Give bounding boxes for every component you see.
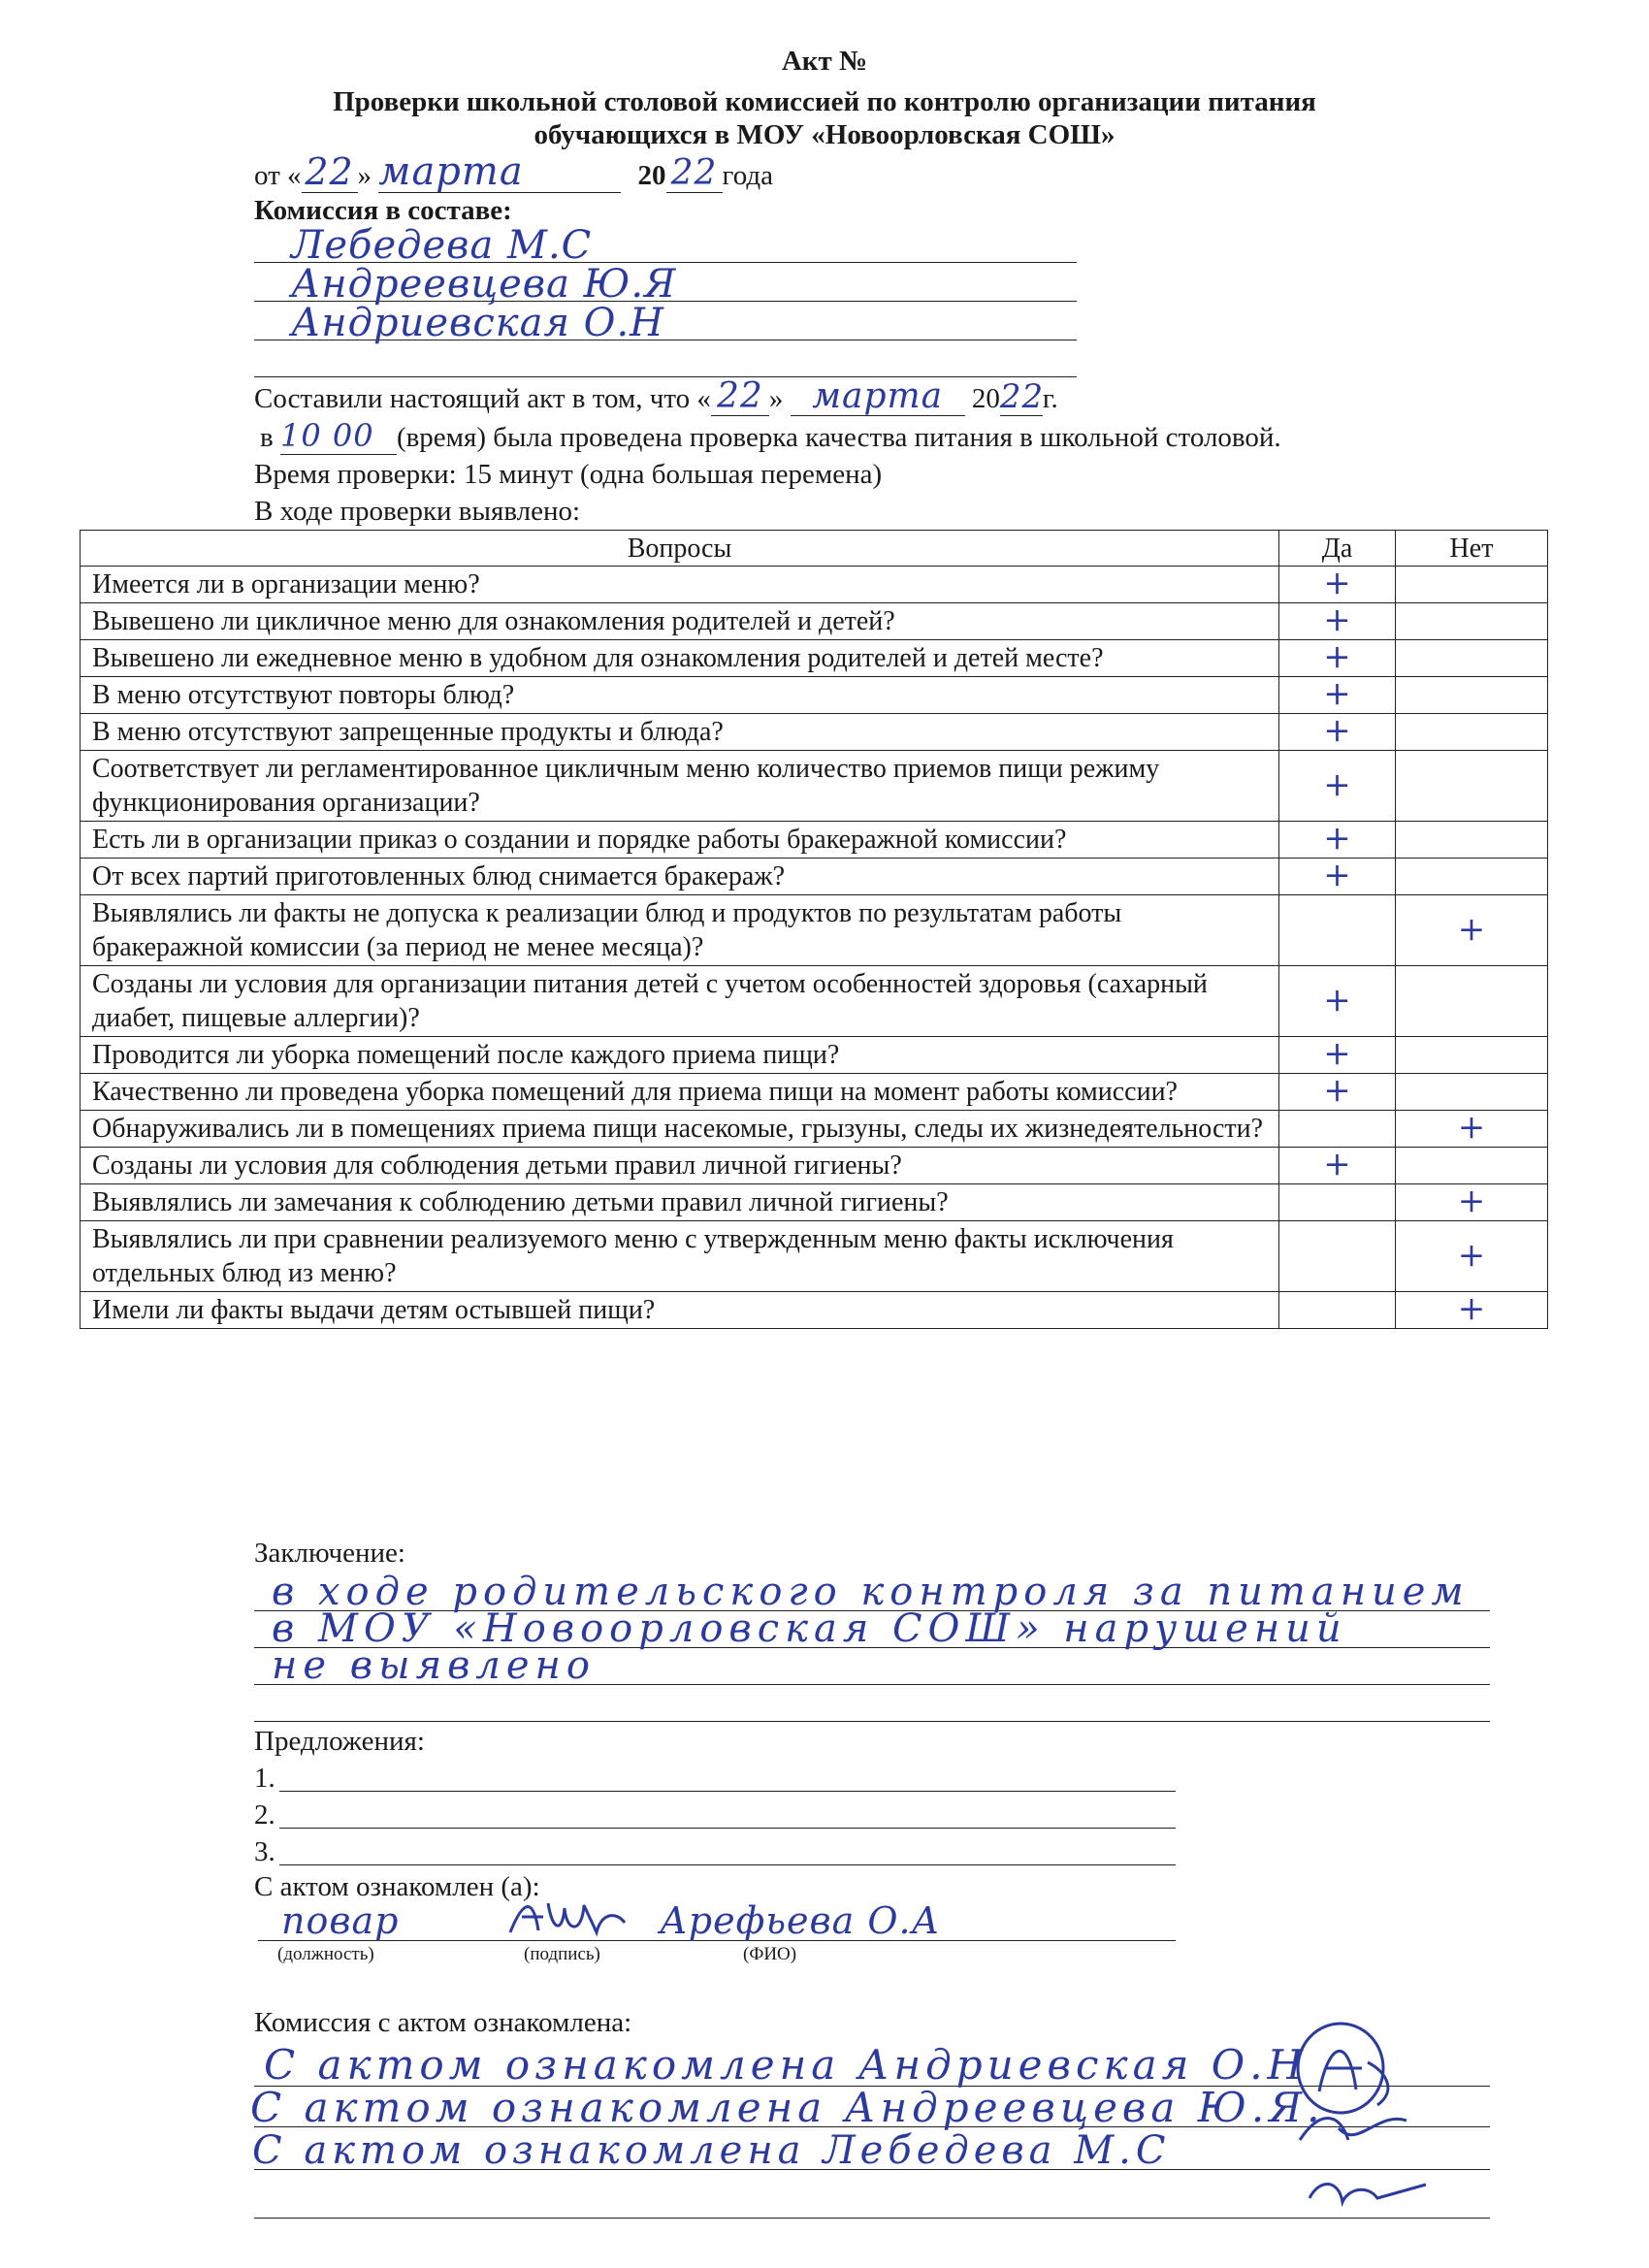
acquainted-position: повар (281, 1899, 400, 1942)
no-cell (1396, 1037, 1548, 1074)
act-text-line4: В ходе проверки выявлено: (254, 496, 581, 527)
no-cell (1396, 966, 1548, 1037)
yes-mark: + (1323, 637, 1351, 676)
table-row (81, 714, 1548, 751)
yes-cell (1279, 856, 1396, 895)
act-text-line2 (260, 419, 1281, 455)
act-time: 10 00 (279, 417, 374, 454)
acquainted-fio: Арефьева О.А (660, 1899, 941, 1942)
commission-ack-label: Комиссия с актом ознакомлена: (254, 2007, 632, 2038)
caption-signature: (подпись) (524, 1944, 600, 1964)
yes-mark: + (1323, 980, 1351, 1020)
document-title: Акт № (781, 46, 868, 77)
yes-cell (1279, 751, 1396, 822)
caption-position: (должность) (277, 1944, 374, 1964)
yes-cell (1279, 1071, 1396, 1111)
yes-cell (1279, 966, 1396, 1037)
commission-signatures (1280, 2004, 1455, 2237)
yes-cell (1279, 600, 1396, 640)
date-mid: » (357, 160, 372, 191)
yes-cell (1279, 1111, 1396, 1148)
yes-mark: + (1323, 1145, 1351, 1183)
document-subtitle-line1: Проверки школьной столовой комиссией по контролю организации питания (333, 86, 1316, 117)
header-yes: Да (1279, 531, 1396, 567)
act-text-line3: Время проверки: 15 минут (одна большая перемена) (254, 459, 883, 490)
question-cell: Выявлялись ли при сравнении реализуемого меню с утвержденным меню факты исключения отдельных блюд из меню? (81, 1221, 1279, 1292)
conclusion-line-2: в МОУ «Новоорловская СОШ» нарушений (272, 1606, 1347, 1651)
acquainted-signature (504, 1894, 630, 1942)
proposal-item-3: 3. (254, 1836, 275, 1867)
acquainted-label: С актом ознакомлен (а): (254, 1871, 540, 1902)
date-prefix: от « (254, 160, 302, 191)
yes-cell (1279, 637, 1396, 677)
question-cell: Имеется ли в организации меню? (81, 567, 1279, 603)
act-year-suffix: 22 (999, 377, 1045, 416)
no-cell (1396, 895, 1548, 966)
yes-mark: + (1323, 856, 1351, 894)
act-mid: » (768, 383, 784, 414)
date-year-suffix: 22 (670, 153, 718, 193)
yes-cell (1279, 711, 1396, 751)
table-row (81, 1292, 1548, 1329)
no-cell (1396, 603, 1548, 640)
commission-label: Комиссия в составе: (254, 195, 512, 226)
proposals-label: Предложения: (254, 1726, 425, 1757)
question-cell: Созданы ли условия для соблюдения детьми правил личной гигиены? (81, 1148, 1279, 1184)
header-questions: Вопросы (81, 531, 1279, 567)
caption-fio: (ФИО) (743, 1944, 797, 1964)
commission-member-3: Андриевская О.Н (291, 301, 665, 345)
act-day: 22 (717, 376, 763, 416)
yes-cell (1279, 564, 1396, 603)
no-cell (1396, 1148, 1548, 1184)
act-line2-prefix: в (260, 422, 274, 453)
yes-mark: + (1323, 674, 1351, 713)
table-row (81, 640, 1548, 677)
no-cell (1396, 1184, 1548, 1221)
table-row (81, 677, 1548, 714)
table-row (81, 859, 1548, 895)
question-cell: Качественно ли проведена уборка помещений для приема пищи на момент работы комиссии? (81, 1074, 1279, 1111)
conclusion-line-1: в ходе родительского контроля за питанием (272, 1570, 1470, 1614)
yes-cell (1279, 1292, 1396, 1329)
commission-ack-line-2: С актом ознакомлена Андреевцева Ю.Я. (250, 2084, 1325, 2131)
question-cell: Вывешено ли ежедневное меню в удобном для ознакомления родителей и детей месте? (81, 640, 1279, 677)
table-row (81, 1037, 1548, 1074)
commission-ack-line-1: С актом ознакомлена Андриевская О.Н (264, 2041, 1309, 2089)
act-text-line1 (254, 376, 1058, 416)
question-cell: Созданы ли условия для организации питания детей с учетом особенностей здоровья (сахарный диабет, пищевые аллергии)? (81, 966, 1279, 1037)
table-header-row (81, 531, 1548, 567)
table-row (81, 1221, 1548, 1292)
yes-mark: + (1323, 564, 1351, 602)
yes-cell (1279, 1034, 1396, 1074)
table-row (81, 966, 1548, 1037)
no-cell (1396, 1221, 1548, 1292)
yes-mark: + (1323, 1034, 1351, 1073)
conclusion-line-3: не выявлено (272, 1643, 596, 1688)
question-cell: Вывешено ли цикличное меню для ознакомления родителей и детей? (81, 603, 1279, 640)
yes-cell (1279, 819, 1396, 859)
no-cell (1396, 1074, 1548, 1111)
question-cell: От всех партий приготовленных блюд снимается бракераж? (81, 859, 1279, 895)
commission-member-2: Андреевцева Ю.Я (291, 262, 677, 307)
proposal-item-2: 2. (254, 1799, 275, 1831)
yes-cell (1279, 1145, 1396, 1184)
no-cell (1396, 822, 1548, 859)
table-row (81, 1184, 1548, 1221)
no-cell (1396, 567, 1548, 603)
question-cell: Выявлялись ли факты не допуска к реализации блюд и продуктов по результатам работы бракеражной комиссии (за период не менее месяца)? (81, 895, 1279, 966)
yes-cell (1279, 1184, 1396, 1221)
questions-table (80, 530, 1548, 1329)
yes-mark: + (1323, 764, 1351, 804)
yes-cell (1279, 1221, 1396, 1292)
commission-ack-line-3: С актом ознакомлена Лебедева М.С (252, 2128, 1171, 2173)
act-month: марта (812, 376, 944, 416)
date-suffix: года (722, 160, 774, 191)
table-row (81, 751, 1548, 822)
date-line (254, 149, 774, 194)
conclusion-label: Заключение: (254, 1538, 405, 1569)
no-cell (1396, 1108, 1548, 1148)
no-mark: + (1457, 1108, 1486, 1147)
question-cell: Обнаруживались ли в помещениях приема пищи насекомые, грызуны, следы их жизнедеятельности? (81, 1111, 1279, 1148)
act-year-end: г. (1042, 383, 1058, 414)
no-cell (1396, 677, 1548, 714)
table-row (81, 603, 1548, 640)
yes-mark: + (1323, 819, 1351, 858)
date-year-prefix: 20 (637, 160, 666, 191)
no-mark: + (1457, 1182, 1486, 1220)
date-day: 22 (305, 150, 354, 193)
table-row (81, 1148, 1548, 1184)
question-cell: Проводится ли уборка помещений после каждого приема пищи? (81, 1037, 1279, 1074)
document-subtitle-line2: обучающихся в МОУ «Новоорловская СОШ» (534, 119, 1116, 150)
yes-mark: + (1323, 711, 1351, 750)
question-cell: В меню отсутствуют повторы блюд? (81, 677, 1279, 714)
table-row (81, 895, 1548, 966)
no-mark: + (1457, 1235, 1486, 1275)
act-year-prefix: 20 (971, 383, 1000, 414)
no-mark: + (1457, 909, 1486, 949)
yes-cell (1279, 674, 1396, 714)
no-cell (1396, 1289, 1548, 1329)
commission-member-1: Лебедева М.С (291, 223, 593, 268)
act-line1-prefix: Составили настоящий акт в том, что « (254, 383, 711, 414)
yes-cell (1279, 895, 1396, 966)
yes-mark: + (1323, 600, 1351, 639)
proposal-item-1: 1. (254, 1763, 275, 1794)
question-cell: Есть ли в организации приказ о создании и порядке работы бракеражной комиссии? (81, 822, 1279, 859)
yes-mark: + (1323, 1071, 1351, 1110)
question-cell: Имели ли факты выдачи детям остывшей пищи? (81, 1292, 1279, 1329)
date-month: марта (378, 149, 524, 194)
no-cell (1396, 751, 1548, 822)
question-cell: Выявлялись ли замечания к соблюдению детьми правил личной гигиены? (81, 1184, 1279, 1221)
no-cell (1396, 859, 1548, 895)
no-cell (1396, 640, 1548, 677)
no-mark: + (1457, 1289, 1486, 1328)
question-cell: Соответствует ли регламентированное цикличным меню количество приемов пищи режиму функционирования организации? (81, 751, 1279, 822)
table-row (81, 1111, 1548, 1148)
table-row (81, 567, 1548, 603)
table-row (81, 1074, 1548, 1111)
header-no: Нет (1396, 531, 1548, 567)
no-cell (1396, 714, 1548, 751)
question-cell: В меню отсутствуют запрещенные продукты и блюда? (81, 714, 1279, 751)
table-row (81, 822, 1548, 859)
act-line2-suffix: (время) была проведена проверка качества питания в школьной столовой. (396, 422, 1281, 453)
